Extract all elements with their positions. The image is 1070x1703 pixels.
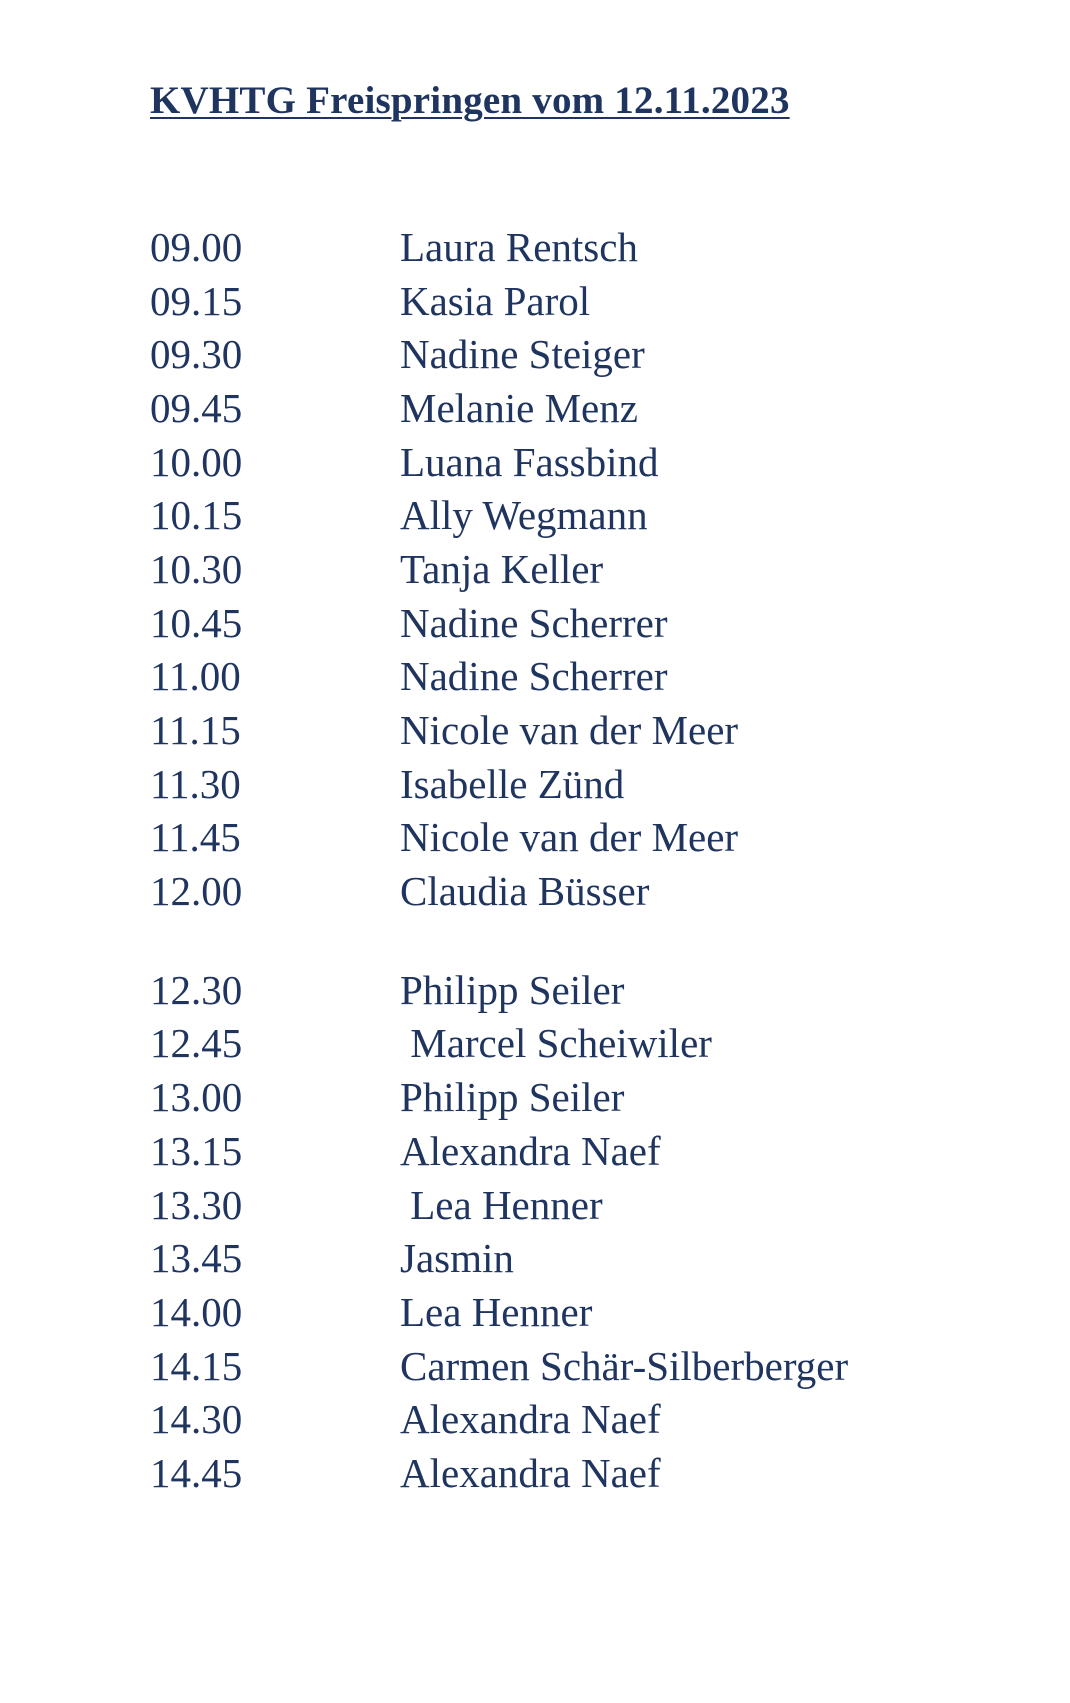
slot-time: 09.30 xyxy=(150,331,243,378)
schedule-group xyxy=(150,220,1010,918)
rider-name: Ally Wegmann xyxy=(400,492,648,539)
slot-time: 09.45 xyxy=(150,384,243,431)
slot-time: 14.15 xyxy=(150,1342,243,1389)
schedule-row xyxy=(150,1392,1010,1446)
schedule-row xyxy=(150,811,1010,865)
slot-time: 13.45 xyxy=(150,1235,243,1282)
rider-name: Philipp Seiler xyxy=(400,1074,625,1121)
schedule-row xyxy=(150,1285,1010,1339)
rider-name: Lea Henner xyxy=(400,1288,593,1335)
rider-name: Isabelle Zünd xyxy=(400,760,625,807)
slot-time: 11.45 xyxy=(150,814,241,861)
slot-time: 12.30 xyxy=(150,966,243,1013)
rider-name: Kasia Parol xyxy=(400,277,591,324)
schedule-row xyxy=(150,274,1010,328)
schedule-group xyxy=(150,963,1010,1500)
rider-name: Laura Rentsch xyxy=(400,223,638,270)
rider-name: Philipp Seiler xyxy=(400,966,625,1013)
rider-name: Tanja Keller xyxy=(400,545,604,592)
rider-name: Alexandra Naef xyxy=(400,1449,661,1496)
rider-name: Marcel Scheiwiler xyxy=(400,1020,712,1067)
rider-name: Claudia Büsser xyxy=(400,868,650,915)
slot-time: 10.45 xyxy=(150,599,243,646)
schedule-row xyxy=(150,488,1010,542)
rider-name: Nicole van der Meer xyxy=(400,707,739,754)
schedule-row xyxy=(150,327,1010,381)
rider-name: Nadine Scherrer xyxy=(400,599,668,646)
slot-time: 14.30 xyxy=(150,1396,243,1443)
slot-time: 10.00 xyxy=(150,438,243,485)
slot-time: 09.00 xyxy=(150,223,243,270)
schedule-row xyxy=(150,1124,1010,1178)
schedule-row xyxy=(150,1017,1010,1071)
rider-name: Alexandra Naef xyxy=(400,1396,661,1443)
rider-name: Jasmin xyxy=(400,1235,514,1282)
schedule-row xyxy=(150,542,1010,596)
slot-time: 14.45 xyxy=(150,1449,243,1496)
schedule-row xyxy=(150,435,1010,489)
schedule-row xyxy=(150,1231,1010,1285)
slot-time: 13.15 xyxy=(150,1127,243,1174)
schedule-row xyxy=(150,1178,1010,1232)
schedule-row xyxy=(150,757,1010,811)
slot-time: 11.15 xyxy=(150,707,241,754)
rider-name: Melanie Menz xyxy=(400,384,638,431)
slot-time: 10.15 xyxy=(150,492,243,539)
schedule-row xyxy=(150,1339,1010,1393)
schedule-row xyxy=(150,1446,1010,1500)
slot-time: 10.30 xyxy=(150,545,243,592)
schedule-row xyxy=(150,703,1010,757)
page-title: KVHTG Freispringen vom 12.11.2023 xyxy=(150,79,790,122)
schedule-list xyxy=(150,220,1010,1500)
schedule-row xyxy=(150,381,1010,435)
rider-name: Luana Fassbind xyxy=(400,438,659,485)
rider-name: Nicole van der Meer xyxy=(400,814,739,861)
slot-time: 11.30 xyxy=(150,760,241,807)
schedule-row xyxy=(150,220,1010,274)
slot-time: 09.15 xyxy=(150,277,243,324)
slot-time: 14.00 xyxy=(150,1288,243,1335)
rider-name: Carmen Schär-Silberberger xyxy=(400,1342,849,1389)
rider-name: Alexandra Naef xyxy=(400,1127,661,1174)
slot-time: 13.30 xyxy=(150,1181,243,1228)
schedule-row xyxy=(150,650,1010,704)
slot-time: 12.45 xyxy=(150,1020,243,1067)
schedule-row xyxy=(150,864,1010,918)
rider-name: Lea Henner xyxy=(400,1181,603,1228)
rider-name: Nadine Steiger xyxy=(400,331,645,378)
schedule-row xyxy=(150,963,1010,1017)
slot-time: 13.00 xyxy=(150,1074,243,1121)
slot-time: 11.00 xyxy=(150,653,241,700)
rider-name: Nadine Scherrer xyxy=(400,653,668,700)
slot-time: 12.00 xyxy=(150,868,243,915)
schedule-row xyxy=(150,596,1010,650)
schedule-row xyxy=(150,1070,1010,1124)
